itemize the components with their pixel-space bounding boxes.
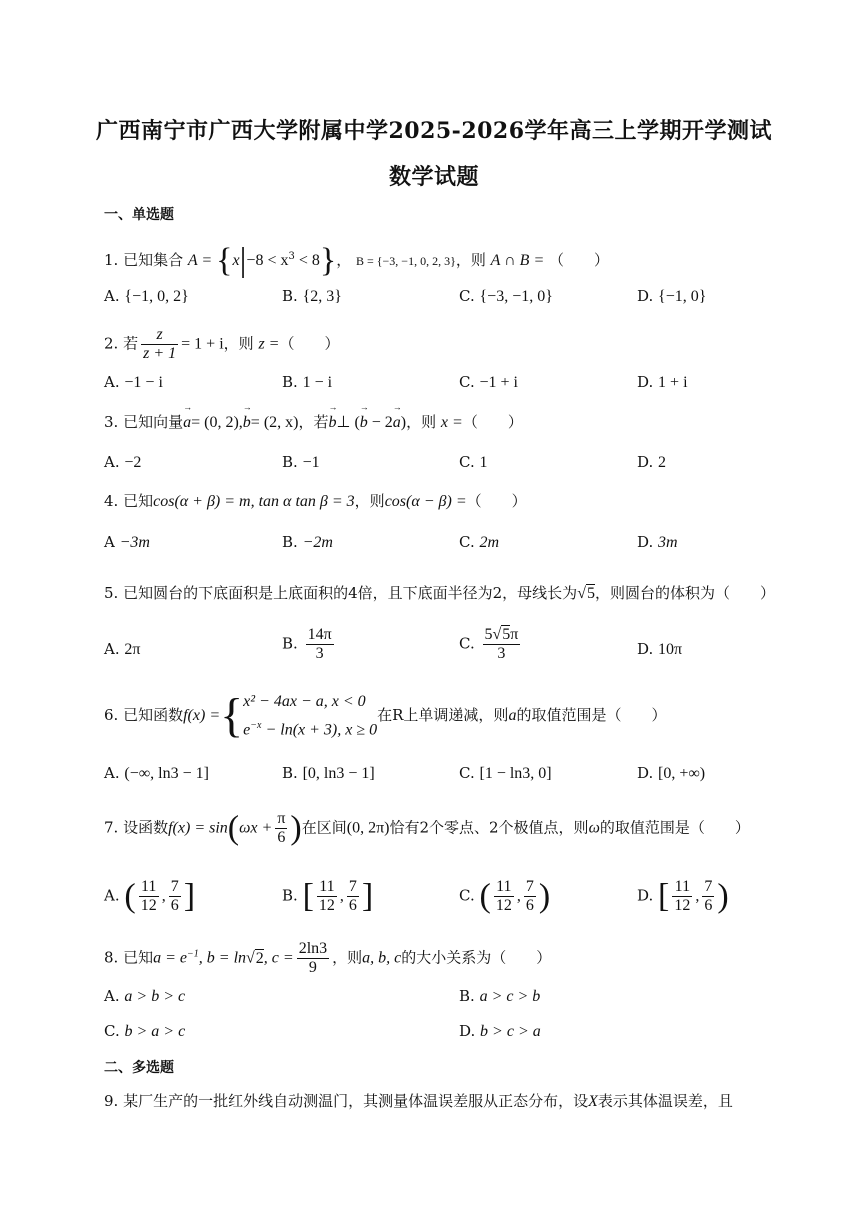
q3-option-b: B. −1 — [282, 453, 320, 471]
q6-option-a: A. (−∞, ln3 − 1] — [104, 764, 209, 782]
q5-option-c: C. $\frac{5√5\pi}{3}$ — [459, 626, 519, 662]
q6-option-d: D. [0, +∞) — [637, 764, 706, 782]
q2-option-a: A. −1 − i — [104, 373, 163, 391]
q4-option-d: D. 3m — [637, 533, 678, 551]
q7-option-c: C. ( $\frac{11}{12}$ , $\frac{7}{6}$ ) — [459, 877, 551, 915]
q4-option-a: A −3m — [104, 533, 150, 551]
q5-option-d: D. 10π — [637, 640, 683, 658]
q7-option-d: D. [ $\frac{11}{12}$ , $\frac{7}{6}$ ) — [637, 877, 729, 915]
q7-option-b: B. [ $\frac{11}{12}$ , $\frac{7}{6}$ ] — [282, 877, 374, 915]
exam-subtitle: 数学试题 — [388, 164, 479, 190]
q1-option-d: D. {−1, 0} — [637, 287, 707, 305]
question-8: 8. 已知$a = e^{-1}$, b = ln√2, c = $\frac{2\ln 3}{9}$ ，则a, b, c的大小关系为（ ） — [104, 940, 552, 976]
q8-option-d: D. b > c > a — [459, 1022, 541, 1040]
q5-option-b: B. $\frac{14\pi}{3}$ — [282, 626, 332, 662]
q3-option-c: C. 1 — [459, 453, 488, 471]
q2-option-b: B. 1 − i — [282, 373, 333, 391]
q3-option-a: A. −2 — [104, 453, 142, 471]
q2-option-c: C. −1 + i — [459, 373, 518, 391]
q8-option-c: C. b > a > c — [104, 1022, 186, 1040]
question-5: 5. 已知圆台的下底面积是上底面积的4倍，且下底面半径为2，母线长为√5，则圆台的体积为（ ） — [104, 584, 775, 602]
q6-option-c: C. [1 − ln3, 0] — [459, 764, 552, 782]
q4-option-b: B. −2m — [282, 533, 333, 551]
q2-option-d: D. 1 + i — [637, 373, 688, 391]
question-9: 9. 某厂生产的一批红外线自动测温门，其测量体温误差服从正态分布，设X表示其体温误差，且 — [104, 1092, 733, 1110]
q1-number: 1. — [104, 251, 119, 269]
q1-option-a: A. {−1, 0, 2} — [104, 287, 189, 305]
question-1: 1. 已知集合 $A = \{x|-8 < x^3 < 8\}$， B = {−3, −1, 0, 2, 3}，则 A ∩ B = （ ） — [104, 242, 610, 279]
q3-option-d: D. 2 — [637, 453, 667, 471]
q8-option-a: A. a > b > c — [104, 987, 186, 1005]
question-7: 7. 设函数f(x) = sin(ωx + $\frac{\pi}{6}$ )在区间(0, 2π)恰有2个零点、2个极值点，则ω的取值范围是（ ） — [104, 809, 750, 847]
q1-option-b: B. {2, 3} — [282, 287, 342, 305]
question-3: 3. 已知向量→ a= (0, 2),→ b= (2, x)，若→ b⊥ (→ b − 2→ a)，则 x =（ ） — [104, 411, 523, 432]
question-4: 4. 已知cos(α + β) = m, tan α tan β = 3，则cos(α − β) =（ ） — [104, 492, 527, 510]
question-2: 2. 若 $\frac{z}{z + 1}$ = 1 + i，则 z =（ ） — [104, 326, 340, 362]
q1-option-c: C. {−3, −1, 0} — [459, 287, 553, 305]
section-multi-choice: 二、多选题 — [104, 1060, 174, 1076]
q6-option-b: B. [0, ln3 − 1] — [282, 764, 375, 782]
section-single-choice: 一、单选题 — [104, 207, 174, 223]
exam-title: 广西南宁市广西大学附属中学2025-2026学年高三上学期开学测试 — [95, 118, 773, 144]
q5-option-a: A. 2π — [104, 640, 141, 658]
question-6: 6. 已知函数f(x) ={ x² − 4ax − a, x < 0 $e^{-x} - \ln(x + 3)$, x ≥ 0 在R上单调递减，则a的取值范围是（ ） — [104, 689, 667, 743]
q7-option-a: A. ( $\frac{11}{12}$ , $\frac{7}{6}$ ] — [104, 877, 196, 915]
q4-option-c: C. 2m — [459, 533, 500, 551]
q8-option-b: B. a > c > b — [459, 987, 541, 1005]
